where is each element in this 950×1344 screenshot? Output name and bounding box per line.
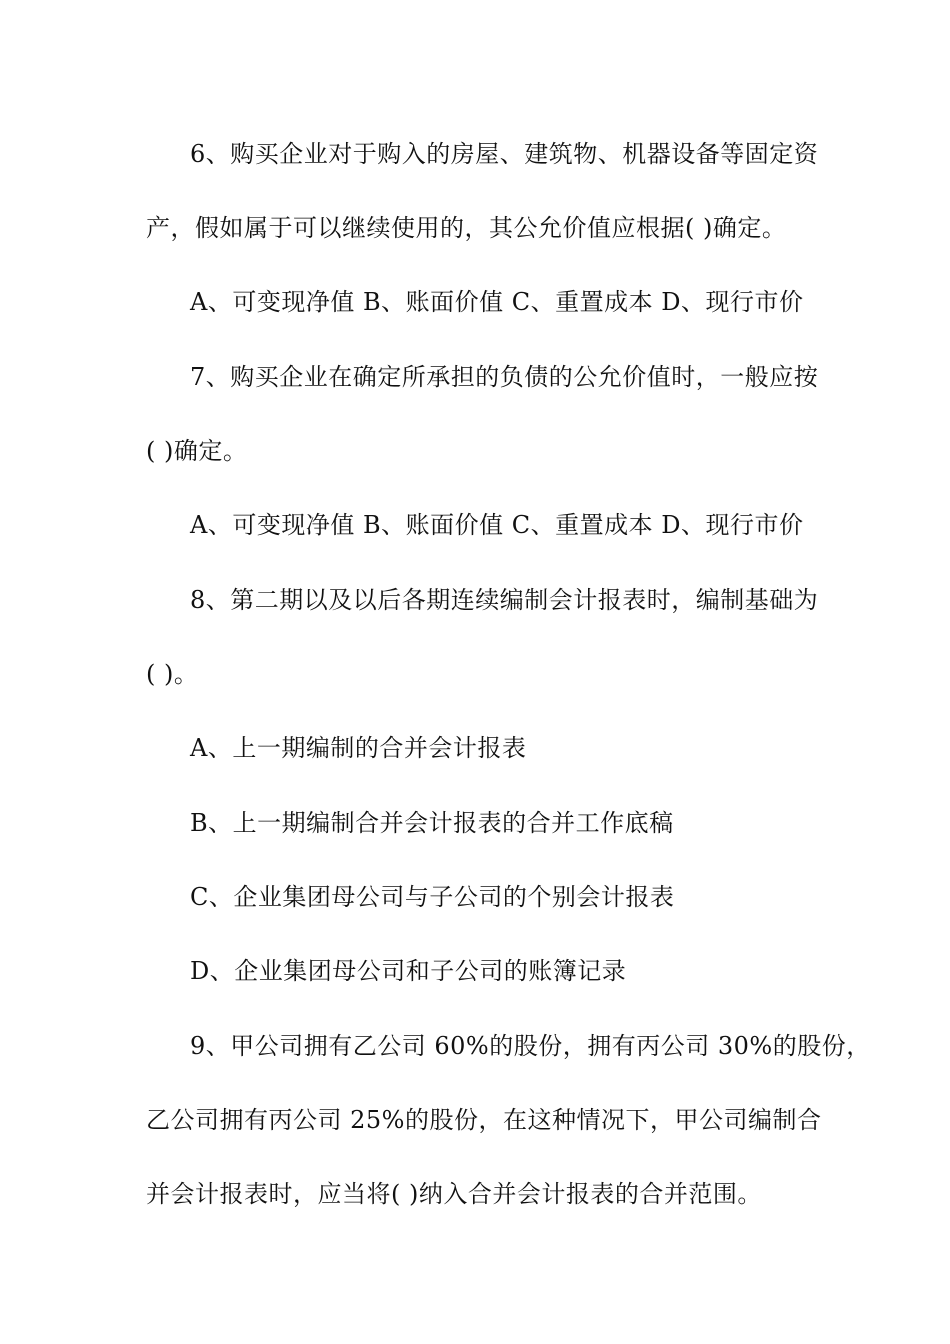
question-8-option-c: C、企业集团母公司与子公司的个别会计报表 xyxy=(190,883,675,911)
question-8-line-1: 8、第二期以及以后各期连续编制会计报表时，编制基础为 xyxy=(190,586,819,614)
question-6-line-1: 6、购买企业对于购入的房屋、建筑物、机器设备等固定资 xyxy=(190,140,819,168)
question-7-options: A、可变现净值 B、账面价值 C、重置成本 D、现行市价 xyxy=(190,511,804,539)
question-8-option-b: B、上一期编制合并会计报表的合并工作底稿 xyxy=(190,809,674,837)
question-9-line-1: 9、甲公司拥有乙公司 60%的股份，拥有丙公司 30%的股份， xyxy=(190,1032,871,1060)
question-7-line-2: ( )确定。 xyxy=(146,437,248,465)
question-9-line-2: 乙公司拥有丙公司 25%的股份，在这种情况下，甲公司编制合 xyxy=(146,1106,822,1134)
question-8-option-d: D、企业集团母公司和子公司的账簿记录 xyxy=(190,957,627,985)
question-9-line-3: 并会计报表时，应当将( )纳入合并会计报表的合并范围。 xyxy=(146,1180,762,1208)
question-6-line-2: 产，假如属于可以继续使用的，其公允价值应根据( )确定。 xyxy=(146,214,787,242)
question-6-options: A、可变现净值 B、账面价值 C、重置成本 D、现行市价 xyxy=(190,288,804,316)
question-8-option-a: A、上一期编制的合并会计报表 xyxy=(190,734,527,762)
question-7-line-1: 7、购买企业在确定所承担的负债的公允价值时，一般应按 xyxy=(190,363,819,391)
question-8-line-2: ( )。 xyxy=(146,660,199,688)
